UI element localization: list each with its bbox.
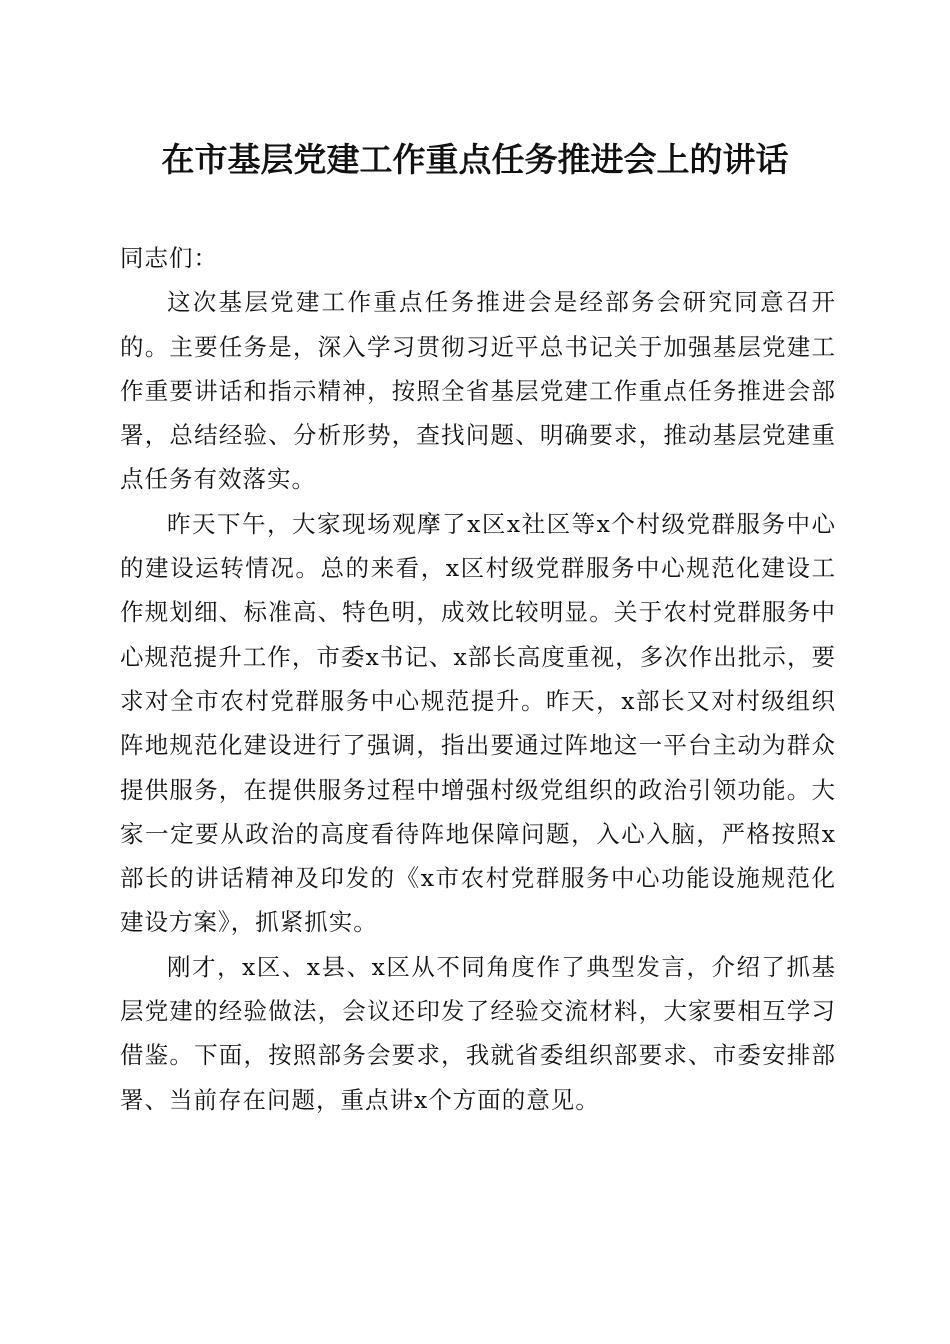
paragraph-3: 刚才，x区、x县、x区从不同角度作了典型发言，介绍了抓基层党建的经验做法，会议还印发了经验交流材料，大家要相互学习借鉴。下面，按照部务会要求，我就省委组织部要求、市委安排部署、当前存在问题，重点讲x个方面的意见。 <box>120 952 836 1114</box>
salutation: 同志们： <box>120 244 218 272</box>
document-body <box>120 236 836 1122</box>
paragraph-2: 昨天下午，大家现场观摩了x区x社区等x个村级党群服务中心的建设运转情况。总的来看，x区村级党群服务中心规范化建设工作规划细、标准高、特色明，成效比较明显。关于农村党群服务中心规范提升工作，市委x书记、x部长高度重视，多次作出批示，要求对全市农村党群服务中心规范提升。昨天，x部长又对村级组织阵地规范化建设进行了强调，指出要通过阵地这一平台主动为群众提供服务，在提供服务过程中增强村级党组织的政治引领功能。大家一定要从政治的高度看待阵地保障问题，入心入脑，严格按照x部长的讲话精神及印发的《x市农村党群服务中心功能设施规范化建设方案》，抓紧抓实。 <box>120 509 836 937</box>
paragraph-1: 这次基层党建工作重点任务推进会是经部务会研究同意召开的。主要任务是，深入学习贯彻习近平总书记关于加强基层党建工作重要讲话和指示精神，按照全省基层党建工作重点任务推进会部署，总结经验、分析形势，查找问题、明确要求，推动基层党建重点任务有效落实。 <box>120 288 836 494</box>
document-title: 在市基层党建工作重点任务推进会上的讲话 <box>161 140 789 179</box>
